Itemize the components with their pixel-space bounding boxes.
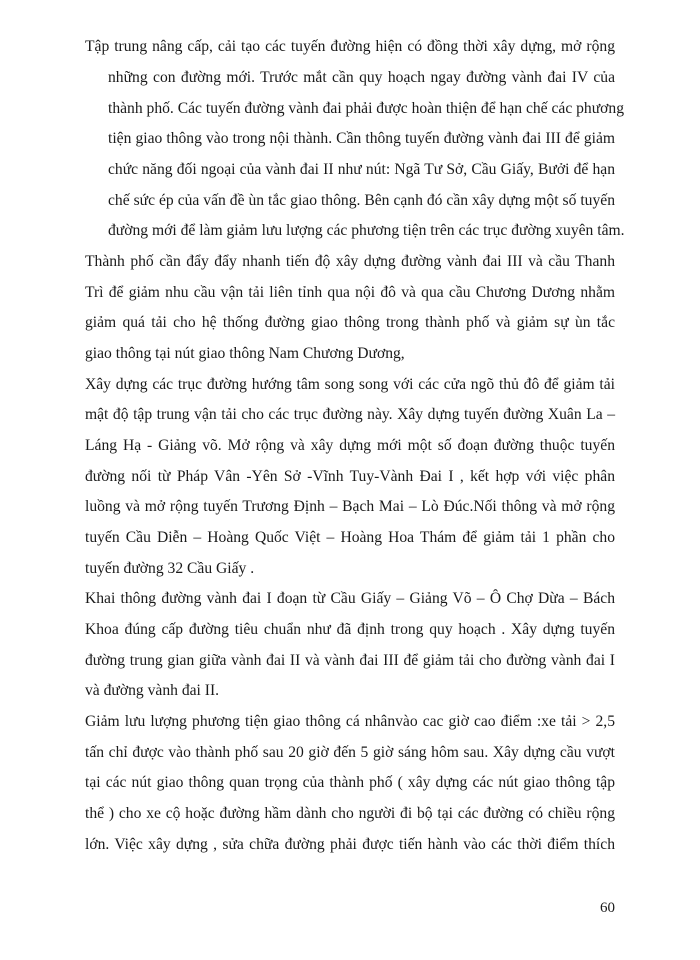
text-line: tấn chỉ được vào thành phố sau 20 giờ đến 5 giờ sáng hôm sau. Xây dựng cầu vượt (85, 744, 615, 761)
text-line: đường nối từ Pháp Vân -Yên Sở -Vĩnh Tuy-Vành Đai I , kết hợp với việc phân (85, 468, 615, 485)
text-line: thể ) cho xe cộ hoặc đường hầm dành cho người đi bộ tại các đường có chiều rộng (85, 805, 615, 822)
text-line: Xây dựng các trục đường hướng tâm song song với các cửa ngõ thủ đô để giảm tải (85, 376, 615, 393)
text-line: thành phố. Các tuyến đường vành đai phải được hoàn thiện để hạn chế các phương (108, 100, 625, 117)
text-line: Thành phố cần đẩy đẩy nhanh tiến độ xây dựng đường vành đai III và cầu Thanh (85, 253, 615, 270)
text-line: đường trung gian giữa vành đai II và vành đai III để giảm tải cho đường vành đai I (85, 652, 615, 669)
text-line: luồng và mở rộng tuyến Trương Định – Bạch Mai – Lò Đúc.Nối thông và mở rộng (85, 498, 615, 515)
text-line: đường mới để làm giảm lưu lượng các phương tiện trên các trục đường xuyên tâm. (108, 222, 625, 239)
text-line: Khai thông đường vành đai I đoạn từ Cầu Giấy – Giảng Võ – Ô Chợ Dừa – Bách (85, 590, 615, 607)
text-line: Tập trung nâng cấp, cải tạo các tuyến đường hiện có đồng thời xây dựng, mở rộng (85, 38, 615, 55)
text-line: chức năng đối ngoại của vành đai II như nút: Ngã Tư Sở, Cầu Giấy, Bưởi để hạn (108, 161, 615, 178)
text-line: Khoa đúng cấp đường tiêu chuẩn như đã định trong quy hoạch . Xây dựng tuyến (85, 621, 615, 638)
text-line: giao thông tại nút giao thông Nam Chương Dương, (85, 345, 405, 362)
text-line: giảm quá tải cho hệ thống đường giao thông trong thành phố và giảm sự ùn tắc (85, 314, 615, 331)
text-line: tuyến Cầu Diễn – Hoàng Quốc Việt – Hoàng Hoa Thám để giảm tải 1 phần cho (85, 529, 615, 546)
page-number: 60 (600, 900, 615, 916)
text-line: và đường vành đai II. (85, 682, 220, 699)
text-line: chế sức ép của vấn đề ùn tắc giao thông. Bên cạnh đó cần xây dựng một số tuyến (108, 192, 615, 209)
text-line: mật độ tập trung vận tải cho các trục đường này. Xây dựng tuyến đường Xuân La – (85, 406, 615, 423)
text-line: Láng Hạ - Giảng võ. Mở rộng và xây dựng mới một số đoạn đường thuộc tuyến (85, 437, 615, 454)
text-line: Giảm lưu lượng phương tiện giao thông cá nhânvào cac giờ cao điểm :xe tải > 2,5 (85, 713, 615, 730)
text-line: Trì để giảm nhu cầu vận tải liên tỉnh qua nội đô và qua cầu Chương Dương nhằm (85, 284, 615, 301)
text-line: tuyến đường 32 Cầu Giấy . (85, 560, 255, 577)
text-line: lớn. Việc xây dựng , sửa chữa đường phải được tiến hành vào các thời điểm thích (85, 836, 615, 853)
text-line: tiện giao thông vào trong nội thành. Cần thông tuyến đường vành đai III để giảm (108, 130, 615, 147)
text-line: tại các nút giao thông quan trọng của thành phố ( xây dựng các nút giao thông tập (85, 774, 615, 791)
text-line: những con đường mới. Trước mắt cần quy hoạch ngay đường vành đai IV của (108, 69, 615, 86)
